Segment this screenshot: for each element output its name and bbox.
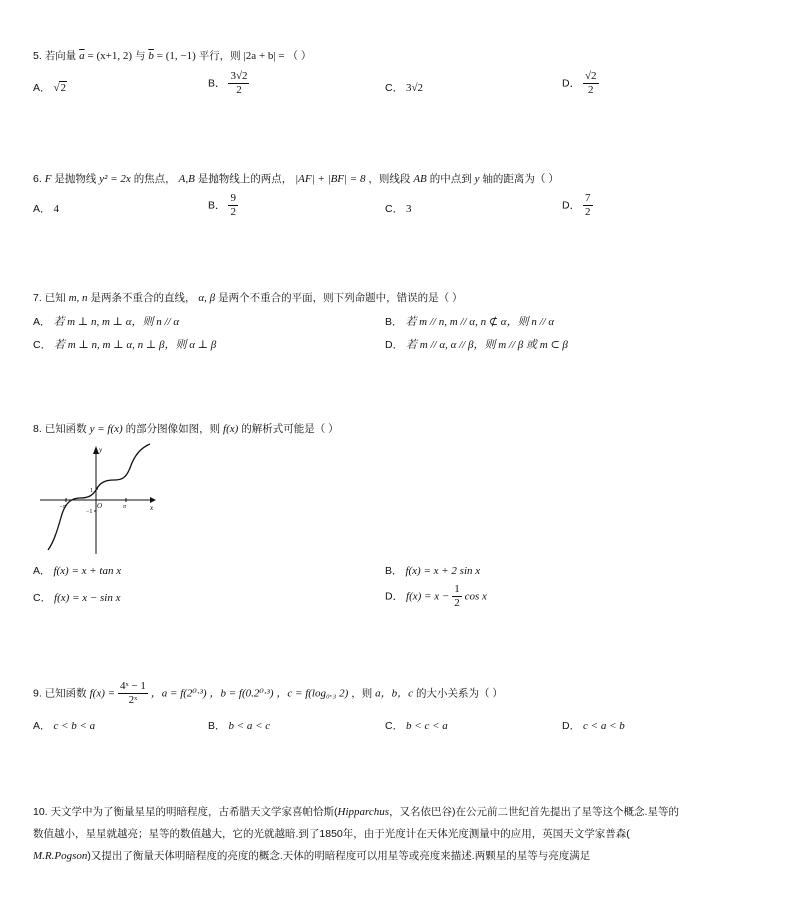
question-8-stem: 8. 已知函数 y = f(x) 的部分图像如图，则 f(x) 的解析式可能是（ ） bbox=[33, 423, 339, 435]
label-one: 1 bbox=[90, 488, 93, 494]
q9-option-c[interactable]: C． b < c < a bbox=[385, 720, 448, 732]
sqrt-expression: √2 bbox=[53, 82, 66, 94]
q5-option-b[interactable]: B． $\frac{3√2}{2}$ bbox=[208, 70, 248, 96]
fraction: $\frac{1}{2}$ bbox=[454, 583, 460, 609]
q7-option-d[interactable]: D． 若 m // α, α // β，则 m // β 或 m ⊂ β bbox=[385, 339, 568, 351]
q7-option-a[interactable]: A． 若 m ⊥ n, m ⊥ α，则 n // α bbox=[33, 316, 180, 328]
fraction: $\frac{√2}{2}$ bbox=[585, 70, 597, 96]
q10-line-3: M.R.Pogson)又提出了衡量天体明暗程度的亮度的概念.天体的明暗程度可以用星等或亮度来描述.两颗星的星等与亮度满足 bbox=[33, 850, 591, 862]
function-curve bbox=[48, 444, 150, 550]
q6-option-c[interactable]: C． 3 bbox=[385, 203, 412, 215]
q7-option-c[interactable]: C． 若 m ⊥ n, m ⊥ α, n ⊥ β，则 α ⊥ β bbox=[33, 339, 217, 351]
answer-bracket: （ ） bbox=[287, 50, 312, 62]
stem-text: 若向量 bbox=[44, 50, 77, 62]
label-neg-pi: −π bbox=[59, 504, 67, 510]
stem-text: 与 bbox=[134, 50, 146, 62]
question-5-stem bbox=[33, 48, 311, 63]
q6-option-b[interactable]: B． $\frac{9}{2}$ bbox=[208, 192, 236, 218]
q8-option-d[interactable]: D． f(x) = x − $\frac{1}{2}$ cos x bbox=[385, 583, 487, 609]
q8-option-a[interactable]: A． f(x) = x + tan x bbox=[33, 565, 122, 577]
vector-b-coords: = (1, −1) bbox=[156, 50, 196, 62]
q8-option-c[interactable]: C． f(x) = x − sin x bbox=[33, 592, 121, 604]
question-10-stem bbox=[33, 801, 773, 867]
question-7-stem: 7. 已知 m, n 是两条不重合的直线， α, β 是两个不重合的平面，则下列命题中，错误的是（ ） bbox=[33, 292, 463, 304]
q5-option-c[interactable]: C． 3√2 bbox=[385, 82, 424, 94]
fraction: $\frac{7}{2}$ bbox=[585, 192, 591, 218]
abs-expression: |2a + b| = bbox=[243, 50, 285, 62]
label-origin: O bbox=[97, 502, 103, 510]
q10-line-2: 数值越小，星星就越亮；星等的数值越大，它的光就越暗.到了1850年，由于光度计在天体光度测量中的应用，英国天文学家普森( bbox=[33, 828, 630, 840]
q9-option-b[interactable]: B． b < a < c bbox=[208, 720, 271, 732]
question-number: 5. bbox=[33, 50, 42, 62]
q6-option-d[interactable]: D． $\frac{7}{2}$ bbox=[562, 192, 591, 218]
label-y: y bbox=[99, 446, 103, 454]
function-graph bbox=[40, 442, 158, 554]
q7-option-b[interactable]: B． 若 m // n, m // α, n ⊄ α，则 n // α bbox=[385, 316, 555, 328]
q8-option-b[interactable]: B． f(x) = x + 2 sin x bbox=[385, 565, 481, 577]
q5-option-a[interactable]: A． √2 bbox=[33, 82, 66, 94]
vector-a: $\overline{a}$ bbox=[79, 50, 85, 62]
q9-option-a[interactable]: A． c < b < a bbox=[33, 720, 96, 732]
fraction: $\frac{3√2}{2}$ bbox=[230, 70, 248, 96]
x-axis-arrow bbox=[150, 497, 156, 503]
question-9-stem: 9. 已知函数 f(x) = $\frac{\text{4ˣ − 1}}{\text{2ˣ}}$ ，a = f(2⁰·³) ，b = f(0.2⁰·³) ，c = f(log₀.₃ 2) ，则 a，b，c 的大小关系为（ ） bbox=[33, 680, 503, 706]
question-6-stem: 6. F 是抛物线 y² = 2x 的焦点， A,B 是抛物线上的两点， |AF| + |BF| = 8 ，则线段 AB 的中点到 y 轴的距离为（ ） bbox=[33, 173, 559, 185]
label-neg-one: −1 bbox=[86, 509, 93, 515]
label-pi: π bbox=[123, 504, 127, 510]
q5-option-d[interactable]: D． $\frac{√2}{2}$ bbox=[562, 70, 597, 96]
fraction: $\frac{9}{2}$ bbox=[230, 192, 236, 218]
q10-line-1: 10. 天文学中为了衡量星星的明暗程度，古希腊天文学家喜帕恰斯(Hipparchus，又名依巴谷)在公元前二世纪首先提出了星等这个概念.星等的 bbox=[33, 806, 679, 818]
distance-condition: |AF| + |BF| = 8 bbox=[295, 173, 366, 185]
parabola-equation: y² = 2x bbox=[99, 173, 131, 185]
q6-option-a[interactable]: A． 4 bbox=[33, 203, 59, 215]
stem-text: 平行，则 bbox=[198, 50, 241, 62]
fraction: $\frac{\text{4ˣ − 1}}{\text{2ˣ}}$ bbox=[119, 680, 146, 706]
q9-option-d[interactable]: D． c < a < b bbox=[562, 720, 625, 732]
vector-b: $\overline{b}$ bbox=[148, 50, 154, 62]
vector-a-coords: = (x+1, 2) bbox=[87, 50, 133, 62]
label-x: x bbox=[150, 504, 154, 512]
